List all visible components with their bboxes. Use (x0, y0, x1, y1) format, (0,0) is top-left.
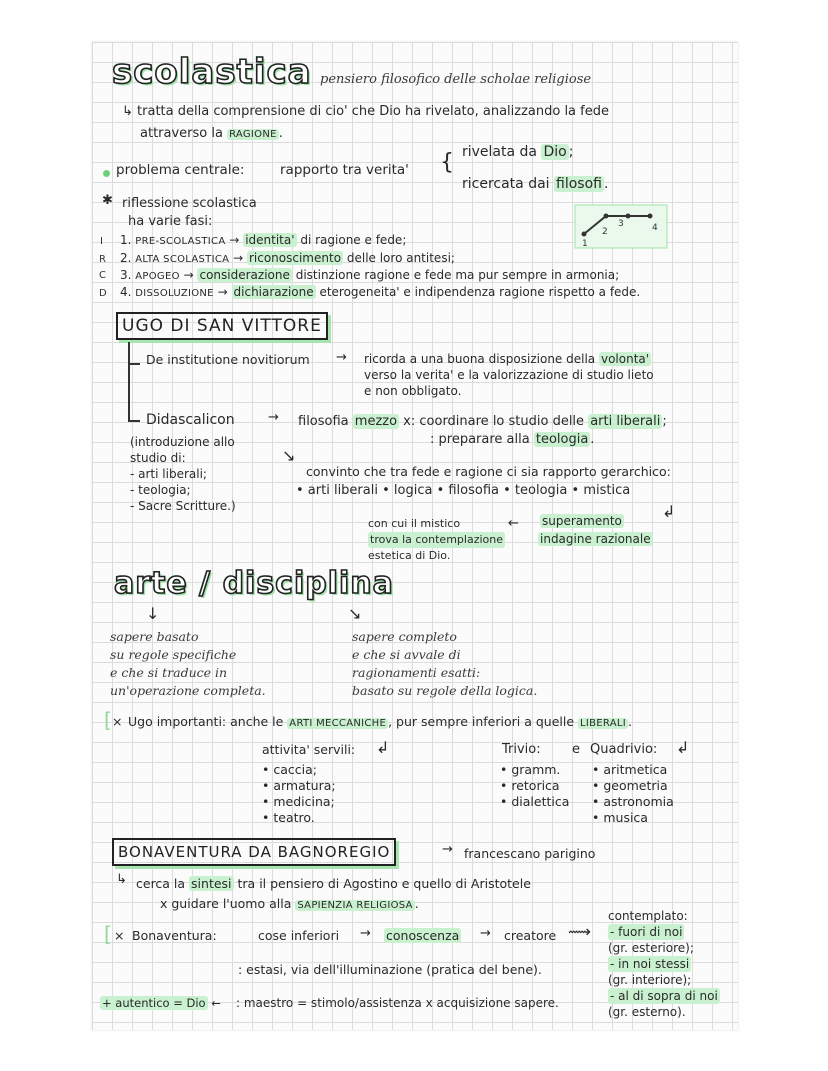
dio-highlight: Dio (543, 144, 567, 160)
bona-text: cerca la (136, 876, 190, 891)
contemplato-block (608, 908, 720, 1020)
teologia-highlight: teologia (535, 432, 589, 447)
servili-list (262, 762, 336, 826)
bullet-icon (103, 170, 110, 177)
page-subtitle: pensiero filosofico delle scholae religiose (320, 72, 592, 87)
fase-highlight: identita' (245, 233, 295, 247)
rivelata-text: rivelata da (462, 144, 542, 160)
brace-icon: { (440, 150, 454, 175)
right-arrow-icon: → (360, 926, 371, 941)
fase-name: APOGEO (135, 271, 180, 282)
servili-title: attivita' servili: (262, 742, 356, 757)
volonta-highlight: volonta' (600, 352, 650, 366)
margin-letter: R (99, 254, 106, 265)
return-arrow-icon: ↲ (676, 738, 690, 757)
convinto: convinto che tra fede e ragione ci sia rapporto gerarchico: (306, 464, 671, 479)
didasc-end: . (590, 432, 595, 447)
fase-row (120, 285, 640, 299)
didasc-desc-2 (430, 432, 594, 447)
didasc-text: x: coordinare lo studio delle (399, 414, 589, 429)
graph-label: 2 (602, 227, 608, 237)
fase-rest: distinzione ragione e fede ma pur sempre in armonia; (295, 268, 620, 282)
fase-highlight: dichiarazione (233, 285, 314, 299)
quadrivio-list (592, 762, 674, 826)
contemplato-line: - in noi stessi (610, 957, 690, 971)
fase-highlight: considerazione (199, 268, 290, 282)
intro-line-2 (140, 126, 283, 141)
fase-number: 4. (120, 285, 132, 299)
fase-name: PRE-SCOLASTICA (135, 236, 226, 247)
importanti-line (128, 714, 632, 729)
right-arrow-icon: → (480, 926, 491, 941)
diagonal-arrow-icon: ↘ (348, 604, 362, 623)
quadrivio-item: • geometria (592, 778, 668, 793)
bracket-icon: [ (104, 708, 112, 732)
intro-studio-line: studio di: (130, 451, 186, 465)
wave-arrow-icon: ⟿ (568, 922, 591, 941)
ricercata-end: . (603, 176, 609, 192)
x-marker: × (112, 714, 123, 729)
disc-def-line: basato su regole della logica. (352, 683, 538, 698)
ugo-heading: UGO DI SAN VITTORE (116, 312, 328, 340)
bona-line-2 (160, 896, 419, 911)
fase-rest: delle loro antitesi; (346, 251, 455, 265)
left-arrow-icon: ← (211, 996, 221, 1010)
fase-number: 2. (120, 251, 132, 265)
trivio-item: • retorica (500, 778, 560, 793)
right-arrow-icon: → (268, 410, 279, 425)
page-title: scolastica (112, 52, 312, 92)
superamento (540, 514, 624, 528)
phase-graph (574, 204, 670, 250)
fase-row (120, 268, 619, 282)
conoscenza (384, 928, 461, 943)
didascalicon: Didascalicon (146, 412, 235, 428)
arte-def-line: e che si traduce in (110, 665, 228, 680)
graph-point (582, 232, 587, 237)
mistico-block (368, 516, 505, 564)
autentico-highlight: + autentico = Dio (102, 996, 206, 1010)
indagine (538, 532, 653, 546)
conoscenza-highlight: conoscenza (386, 928, 460, 943)
quadrivio-item: • musica (592, 810, 648, 825)
intro-text-2: attraverso la (140, 126, 228, 141)
right-arrow-icon: → (217, 285, 228, 299)
rivelata-end: ; (568, 144, 574, 160)
intro-period: . (278, 126, 283, 141)
ricercata-text: ricercata dai (462, 176, 555, 192)
fase-rest: di ragione e fede; (300, 233, 407, 247)
didasc-end: ; (662, 414, 667, 429)
down-arrow-icon: ↓ (146, 604, 160, 623)
trivio-list (500, 762, 569, 810)
contemplato-line: contemplato: (608, 909, 688, 923)
graph-label: 3 (618, 219, 624, 229)
de-inst-desc-1 (364, 352, 651, 366)
contemplato-line: - fuori di noi (610, 925, 683, 939)
sapienzia-highlight: SAPIENZIA RELIGIOSA (297, 900, 413, 911)
right-arrow-icon: → (183, 268, 194, 282)
didasc-desc-1 (298, 414, 667, 429)
fase-name: ALTA SCOLASTICA (135, 254, 230, 265)
disc-def-line: ragionamenti esatti: (352, 665, 481, 680)
graph-label: 4 (652, 223, 658, 233)
right-arrow-icon: → (336, 350, 347, 365)
disciplina-definition (352, 628, 537, 700)
graph-point (604, 214, 609, 219)
trivio-title: Trivio: (502, 742, 541, 757)
arte-def-line: sapere basato (110, 629, 199, 644)
arti-meccaniche-highlight: ARTI MECCANICHE (289, 718, 387, 729)
intro-text-1: tratta della comprensione di cio' che Dio ha rivelato, analizzando la fede (137, 104, 609, 119)
de-institutione: De institutione novitiorum (146, 352, 310, 367)
importanti-text: Ugo importanti: anche le (128, 714, 288, 729)
superamento-text: superamento (542, 514, 622, 528)
return-arrow-icon: ↲ (376, 738, 390, 757)
liberali-highlight: LIBERALI (580, 718, 627, 729)
arti-liberali-highlight: arti liberali (590, 414, 661, 429)
intro-studio-line: - Sacre Scritture.) (130, 499, 236, 513)
contemplato-line: (gr. esterno). (608, 1005, 686, 1019)
x-marker: × (114, 928, 125, 943)
mezzo-highlight: mezzo (354, 414, 398, 429)
quadrivio-item: • aritmetica (592, 762, 668, 777)
maestro-line: : maestro = stimolo/assistenza x acquisizione sapere. (236, 996, 559, 1010)
bracket-icon: [ (104, 922, 112, 946)
right-arrow-icon: → (442, 842, 453, 857)
bona-end: . (414, 896, 419, 911)
contemplato-line: - al di sopra di noi (610, 989, 718, 1003)
arte-def-line: un'operazione completa. (110, 683, 266, 698)
problema-rivelata (462, 144, 573, 160)
graph-label: 1 (582, 239, 588, 249)
mistico-line: trova la contemplazione (370, 533, 503, 546)
quadrivio-item: • astronomia (592, 794, 674, 809)
margin-letter: I (100, 236, 103, 247)
arte-definition (110, 628, 266, 700)
contemplato-line: (gr. interiore); (608, 973, 692, 987)
intro-studio-block (130, 434, 236, 514)
de-inst-desc-3: e non obbligato. (364, 384, 462, 398)
turn-arrow-icon: ↳ (116, 872, 127, 887)
problema-ricercata (462, 176, 608, 192)
sintesi-highlight: sintesi (191, 876, 232, 891)
bona-text: tra il pensiero di Agostino e quello di Aristotele (233, 876, 531, 891)
servili-item: • caccia; (262, 762, 317, 777)
filosofi-highlight: filosofi (556, 176, 602, 192)
servili-item: • armatura; (262, 778, 336, 793)
didasc-text: filosofia (298, 414, 353, 429)
disc-def-line: sapere completo (352, 629, 457, 644)
riflessione-l2: ha varie fasi: (128, 214, 213, 229)
fase-row (120, 251, 455, 265)
cose-inferiori: cose inferiori (258, 928, 340, 943)
fase-name: DISSOLUZIONE (135, 288, 214, 299)
fase-row (120, 233, 406, 247)
intro-studio-line: (introduzione allo (130, 435, 235, 449)
servili-item: • teatro. (262, 810, 315, 825)
de-inst-desc-2: verso la verita' e la valorizzazione di studio lieto (364, 368, 654, 382)
intro-studio-line: - arti liberali; (130, 467, 207, 481)
right-arrow-icon: → (233, 251, 244, 265)
intro-studio-line: - teologia; (130, 483, 191, 497)
bona-label: Bonaventura: (132, 928, 217, 943)
riflessione-l1: riflessione scolastica (122, 196, 257, 211)
gerarchia: • arti liberali • logica • filosofia • teologia • mistica (296, 483, 631, 498)
fase-number: 3. (120, 268, 132, 282)
bona-text: x guidare l'uomo alla (160, 896, 296, 911)
arte-def-line: su regole specifiche (110, 647, 237, 662)
quadrivio-title: Quadrivio: (590, 742, 658, 757)
contemplato-line: (gr. esteriore); (608, 941, 694, 955)
left-arrow-icon: ← (508, 516, 519, 531)
fase-rest: eterogeneita' e indipendenza ragione rispetto a fede. (319, 285, 641, 299)
connector-line (128, 420, 140, 422)
servili-item: • medicina; (262, 794, 335, 809)
estasi-line: : estasi, via dell'illuminazione (pratica del bene). (238, 962, 542, 977)
autentico (100, 996, 221, 1010)
disc-def-line: e che si avvale di (352, 647, 461, 662)
right-arrow-icon: → (229, 233, 240, 247)
trivio-item: • gramm. (500, 762, 561, 777)
intro-line-1 (122, 104, 609, 119)
creatore: creatore (504, 928, 557, 943)
indagine-highlight: indagine razionale (540, 532, 651, 546)
trivio-item: • dialettica (500, 794, 570, 809)
connector-line (128, 365, 130, 421)
problema-label: problema centrale: (116, 162, 245, 178)
ragione-highlight: RAGIONE (229, 129, 277, 140)
graph-point (626, 214, 631, 219)
bona-line-1 (136, 876, 531, 891)
importanti-text: , pur sempre inferiori a quelle (388, 714, 578, 729)
fase-highlight: riconoscimento (248, 251, 342, 265)
problema-mid: rapporto tra verita' (280, 162, 409, 178)
connector-line (128, 342, 130, 364)
bonaventura-heading: BONAVENTURA DA BAGNOREGIO (112, 838, 396, 866)
turn-arrow-icon: ↳ (122, 104, 133, 119)
graph-point (648, 214, 653, 219)
return-arrow-icon: ↲ (662, 502, 676, 521)
margin-letter: C (99, 270, 106, 281)
star-bullet-icon: ✱ (102, 193, 113, 208)
arte-heading: arte / disciplina (114, 566, 394, 601)
fase-number: 1. (120, 233, 132, 247)
e-conj: e (572, 742, 580, 757)
didasc-text: : preparare alla (430, 432, 534, 447)
importanti-end: . (628, 714, 632, 729)
mistico-line: estetica di Dio. (368, 549, 451, 562)
margin-letter: D (99, 288, 107, 299)
mistico-line: con cui il mistico (368, 517, 461, 530)
diagonal-arrow-icon: ↘ (282, 446, 296, 465)
francescano: francescano parigino (464, 846, 596, 861)
de-inst-text: ricorda a una buona disposizione della (364, 352, 599, 366)
